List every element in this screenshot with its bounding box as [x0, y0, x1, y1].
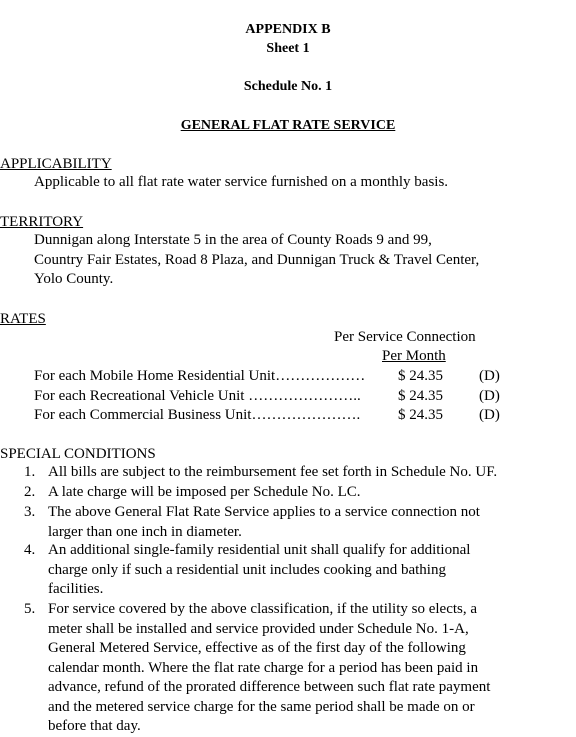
- rate-label: For each Commercial Business Unit………………….: [34, 407, 361, 423]
- condition-number: 1.: [24, 464, 36, 480]
- condition-line: meter shall be installed and service provided under Schedule No. 1-A,: [48, 620, 469, 637]
- territory-line: Yolo County.: [34, 271, 114, 287]
- condition-line: charge only if such a residential unit includes cooking and bathing: [48, 561, 446, 578]
- condition-line: larger than one inch in diameter.: [48, 523, 242, 540]
- condition-number: 3.: [24, 504, 36, 520]
- rate-label: For each Mobile Home Residential Unit………………: [34, 368, 366, 384]
- rate-row: [34, 405, 514, 425]
- condition-line: For service covered by the above classification, if the utility so elects, a: [48, 601, 478, 617]
- applicability-text: [34, 173, 569, 193]
- special-conditions-heading: SPECIAL CONDITIONS: [0, 446, 156, 462]
- condition-line: facilities.: [48, 581, 104, 597]
- rate-amount: $ 24.35: [398, 407, 443, 423]
- rates-heading: RATES: [0, 311, 46, 327]
- rates-column-subheader: Per Month: [382, 348, 446, 364]
- appendix-label: APPENDIX B: [245, 22, 331, 37]
- document-title: GENERAL FLAT RATE SERVICE: [180, 118, 396, 133]
- condition-line: General Metered Service, effective as of the first day of the following: [48, 640, 466, 656]
- rate-code: (D): [479, 388, 500, 404]
- territory-heading: TERRITORY: [0, 214, 84, 230]
- territory-line: Country Fair Estates, Road 8 Plaza, and Dunnigan Truck & Travel Center,: [34, 251, 480, 268]
- condition-line: calendar month. Where the flat rate charge for a period has been paid in: [48, 659, 479, 676]
- condition-line: An additional single-family residential unit shall qualify for additional: [48, 542, 471, 558]
- condition-line: The above General Flat Rate Service applies to a service connection not: [48, 504, 480, 520]
- rate-label: For each Recreational Vehicle Unit …………………..: [34, 388, 361, 404]
- schedule-label: Schedule No. 1: [243, 79, 333, 94]
- rate-code: (D): [479, 368, 500, 384]
- condition-text: [48, 483, 576, 503]
- condition-text: [48, 463, 576, 483]
- rate-amount: $ 24.35: [398, 368, 443, 384]
- condition-number: 5.: [24, 601, 36, 617]
- condition-text: [48, 600, 576, 737]
- condition-number: 4.: [24, 542, 36, 558]
- condition-text: [48, 503, 576, 542]
- rate-amount: $ 24.35: [398, 388, 443, 404]
- territory-text: [34, 231, 569, 290]
- condition-number: 2.: [24, 484, 36, 500]
- territory-line: Dunnigan along Interstate 5 in the area of County Roads 9 and 99,: [34, 232, 432, 248]
- condition-text: [48, 541, 576, 600]
- condition-line: before that day.: [48, 718, 141, 734]
- rate-row: [34, 366, 514, 386]
- applicability-heading: APPLICABILITY: [0, 156, 112, 172]
- rate-code: (D): [479, 407, 500, 423]
- applicability-line: Applicable to all flat rate water service furnished on a monthly basis.: [34, 174, 449, 190]
- condition-line: advance, refund of the prorated difference between such flat rate payment: [48, 679, 491, 695]
- rate-row: [34, 386, 514, 406]
- condition-line: All bills are subject to the reimbursement fee set forth in Schedule No. UF.: [48, 464, 498, 480]
- rates-column-header: Per Service Connection: [334, 329, 476, 345]
- sheet-label: Sheet 1: [266, 41, 310, 56]
- condition-line: A late charge will be imposed per Schedule No. LC.: [48, 484, 361, 500]
- condition-line: and the metered service charge for the same period shall be made on or: [48, 698, 475, 715]
